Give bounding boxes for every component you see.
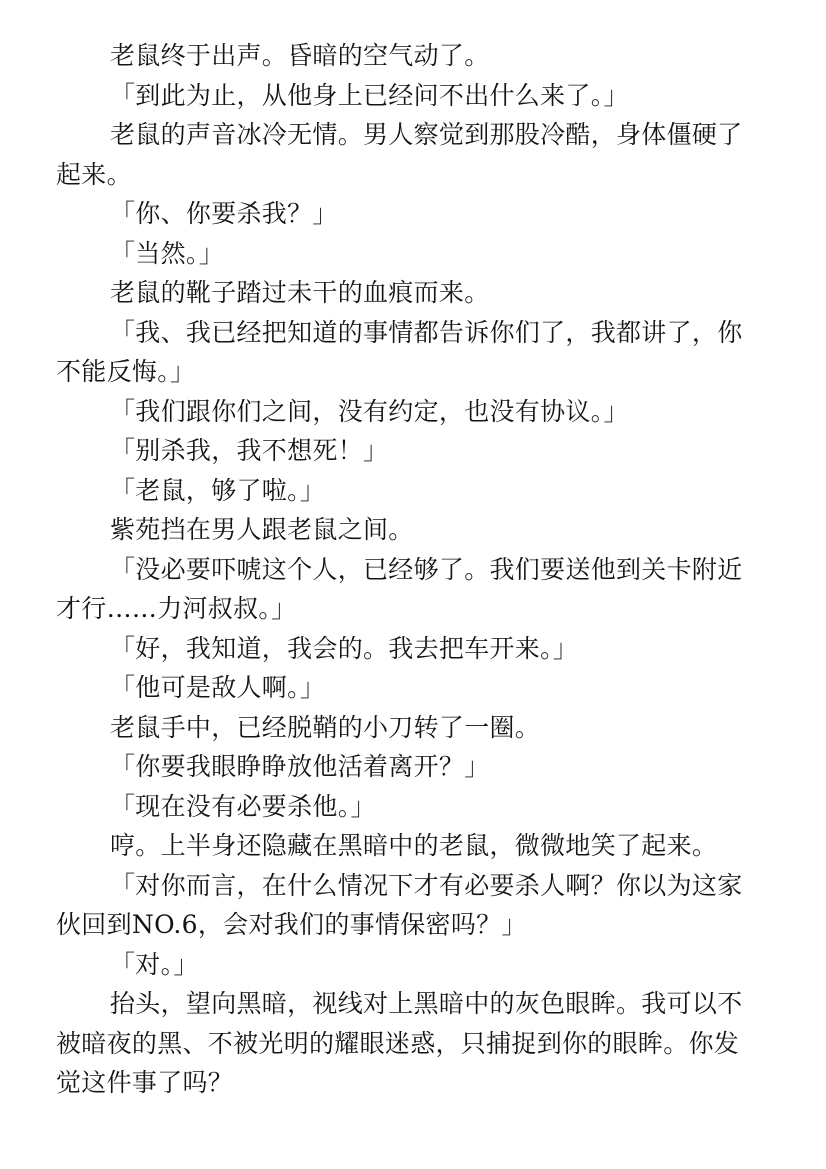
paragraph: 老鼠的靴子踏过未干的血痕而来。	[110, 278, 490, 307]
paragraph: 「你、你要杀我？」	[110, 199, 338, 228]
paragraph: 「对。」	[110, 949, 199, 979]
paragraph: 「我们跟你们之间，没有约定，也没有协议。」	[110, 396, 629, 426]
paragraph: 「当然。」	[110, 238, 225, 268]
paragraph: 「老鼠，够了啦。」	[110, 475, 326, 505]
paragraph: 「没必要吓唬这个人，已经够了。我们要送他到关卡附近才行……力河叔叔。」	[56, 554, 743, 623]
paragraph: 抬头，望向黑暗，视线对上黑暗中的灰色眼眸。我可以不被暗夜的黑、不被光明的耀眼迷惑，只捕捉到你的眼眸。你发觉这件事了吗？	[56, 989, 743, 1097]
paragraph: 「别杀我，我不想死！」	[110, 436, 389, 465]
paragraph: 「好，我知道，我会的。我去把车开来。」	[110, 633, 579, 663]
paragraph: 老鼠终于出声。昏暗的空气动了。	[110, 41, 490, 70]
paragraph: 老鼠手中，已经脱鞘的小刀转了一圈。	[110, 712, 541, 742]
paragraph: 哼。上半身还隐藏在黑暗中的老鼠，微微地笑了起来。	[110, 831, 718, 860]
paragraph: 「我、我已经把知道的事情都告诉你们了，我都讲了，你不能反悔。」	[56, 317, 743, 386]
paragraph: 紫苑挡在男人跟老鼠之间。	[110, 515, 414, 544]
paragraph: 「对你而言，在什么情况下才有必要杀人啊？你以为这家伙回到NO.6，会对我们的事情保密吗？」	[56, 870, 743, 939]
paragraph: 老鼠的声音冰冷无情。男人察觉到那股冷酷，身体僵硬了起来。	[56, 120, 743, 189]
paragraph: 「他可是敌人啊。」	[110, 673, 326, 702]
page-body	[56, 36, 756, 1103]
paragraph: 「你要我眼睁睁放他活着离开？」	[110, 752, 490, 781]
paragraph: 「现在没有必要杀他。」	[110, 791, 376, 821]
paragraph: 「到此为止，从他身上已经问不出什么来了。」	[110, 80, 629, 110]
